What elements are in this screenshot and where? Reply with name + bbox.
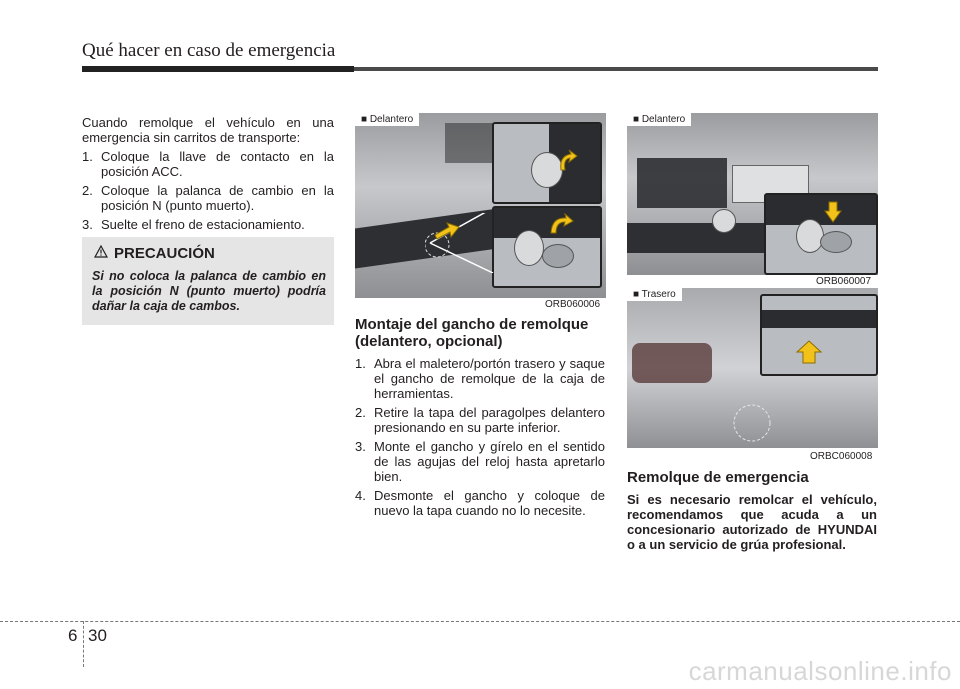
list-item: 3. Monte el gancho y gírelo en el sentido de las agujas del reloj hasta apretarlo bien.: [355, 439, 605, 484]
header-rule-accent: [82, 66, 354, 72]
tow-hook-ring: [542, 244, 574, 268]
caution-title: PRECAUCIÓN: [114, 245, 215, 262]
emergency-towing-column: [627, 469, 877, 552]
section-number: 6: [68, 626, 78, 645]
page-number: 30: [88, 626, 107, 645]
warning-icon: [94, 245, 108, 261]
up-arrow-icon: [796, 340, 822, 364]
intro-paragraph: Cuando remolque el vehículo en una emergencia sin carritos de transporte:: [82, 115, 334, 145]
page-header-title: Qué hacer en caso de emergencia: [82, 40, 336, 61]
list-item: 4. Desmonte el gancho y coloque de nuevo la tapa cuando no lo necesite.: [355, 488, 605, 518]
front-grille: [637, 158, 727, 208]
tow-hook: [514, 230, 544, 266]
photo-tag: ■ Delantero: [355, 113, 419, 126]
tow-hook-ring: [820, 231, 852, 253]
hook-install-inset: [492, 206, 602, 288]
figure-code: ORB060006: [545, 299, 601, 310]
hook-install-column: [355, 316, 605, 522]
rotate-arrow-icon: [548, 213, 574, 235]
down-arrow-icon: [824, 201, 842, 223]
front-hook-photo: [355, 113, 606, 298]
hook-steps-list: [355, 356, 605, 518]
callout-circle: [727, 398, 777, 448]
pointer-arrow-icon: [433, 221, 461, 241]
rear-hook-inset: [760, 294, 878, 376]
watermark: carmanualsonline.info: [688, 656, 952, 686]
tail-light: [632, 343, 712, 383]
section-heading: Montaje del gancho de remolque (delantero, opcional): [355, 316, 589, 350]
figure-code: ORB060007: [816, 276, 872, 287]
footer-divider: [83, 621, 84, 667]
section-heading: Remolque de emergencia: [627, 469, 809, 486]
list-item: 1. Coloque la llave de contacto en la posición ACC.: [82, 149, 334, 179]
front-hook-inset: [764, 193, 878, 275]
photo-tag: ■ Delantero: [627, 113, 691, 126]
footer-rule: [0, 621, 960, 622]
tow-hook: [796, 219, 824, 253]
intro-column: [82, 115, 334, 236]
figure-code: ORBC060008: [810, 451, 873, 462]
list-item: 1. Abra el maletero/portón trasero y saque el gancho de remolque de la caja de herramientas.: [355, 356, 605, 401]
tow-hook: [712, 209, 736, 233]
photo-tag: ■ Trasero: [627, 288, 682, 301]
list-item: 2. Retire la tapa del paragolpes delantero presionando en su parte inferior.: [355, 405, 605, 435]
list-item: 3. Suelte el freno de estacionamiento.: [82, 217, 305, 232]
rotate-arrow-icon: [557, 148, 579, 174]
caution-box: [82, 237, 334, 325]
towing-steps-list: [82, 149, 334, 232]
hook-cover-inset: [492, 122, 602, 204]
rear-tow-point-photo: [627, 288, 878, 448]
front-tow-point-photo: [627, 113, 878, 275]
caution-heading: [94, 245, 215, 262]
emergency-towing-text: Si es necesario remolcar el vehículo, recomendamos que acuda a un concesionario autorizado de HYUNDAI o a un servicio de grúa profesional.: [627, 492, 877, 552]
list-item: 2. Coloque la palanca de cambio en la posición N (punto muerto).: [82, 183, 334, 213]
caution-text: Si no coloca la palanca de cambio en la posición N (punto muerto) podría dañar la caja de cambos.: [92, 269, 326, 313]
